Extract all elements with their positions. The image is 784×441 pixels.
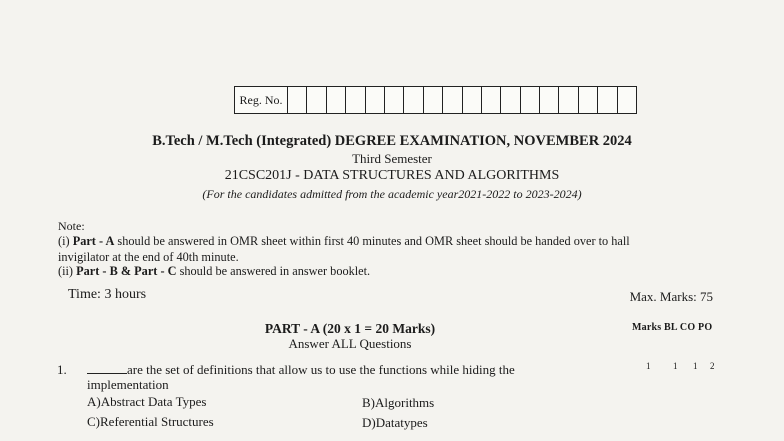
- question-co: 1: [693, 361, 698, 371]
- reg-no-cell: [443, 87, 462, 113]
- candidates-note: (For the candidates admitted from the academic year2021-2022 to 2023-2024): [202, 187, 582, 201]
- option-text: Datatypes: [375, 415, 428, 430]
- question-bl: 1: [673, 361, 678, 371]
- option-label: B): [362, 395, 375, 410]
- reg-no-cell: [288, 87, 307, 113]
- instruction-2: [58, 264, 370, 279]
- instruction-1: [58, 234, 630, 249]
- max-marks: Max. Marks: 75: [629, 289, 713, 304]
- reg-no-cell: [579, 87, 598, 113]
- course-title: 21CSC201J - DATA STRUCTURES AND ALGORITHMS: [224, 168, 560, 183]
- question-marks: 1: [646, 361, 651, 371]
- instruction-1-rest: should be answered in OMR sheet within first 40 minutes and OMR sheet should be handed over to hall: [114, 234, 630, 248]
- option-text: Algorithms: [375, 395, 435, 410]
- option-label: C): [87, 414, 100, 429]
- reg-no-cell: [521, 87, 540, 113]
- option-text: Abstract Data Types: [100, 394, 207, 409]
- exam-title: B.Tech / M.Tech (Integrated) DEGREE EXAMINATION, NOVEMBER 2024: [152, 133, 632, 149]
- reg-no-cell: [385, 87, 404, 113]
- reg-no-cell: [463, 87, 482, 113]
- reg-no-cell: [424, 87, 443, 113]
- question-text-line-2: implementation: [87, 377, 169, 392]
- answer-blank: [87, 362, 127, 374]
- reg-no-cell: [346, 87, 365, 113]
- option-label: A): [87, 394, 101, 409]
- option-c: [87, 414, 214, 430]
- marks-column-header: Marks BL CO PO: [632, 322, 713, 333]
- question-text: are the set of definitions that allow us to use the functions while hiding the: [127, 362, 515, 377]
- option-b: [362, 395, 434, 411]
- reg-no-cell: [404, 87, 423, 113]
- reg-no-cell: [559, 87, 578, 113]
- question-po: 2: [710, 361, 715, 371]
- reg-no-cell: [618, 87, 636, 113]
- note-label: Note:: [58, 219, 85, 233]
- option-d: [362, 415, 428, 431]
- reg-no-cell: [327, 87, 346, 113]
- instruction-1-lead: (i): [58, 234, 73, 248]
- instruction-2-rest: should be answered in answer booklet.: [176, 264, 371, 278]
- reg-no-cell: [482, 87, 501, 113]
- part-a-subtitle: Answer ALL Questions: [288, 336, 412, 351]
- option-text: Referential Structures: [100, 414, 214, 429]
- semester: Third Semester: [352, 151, 432, 166]
- reg-no-cell: [540, 87, 559, 113]
- reg-no-box: [234, 86, 637, 114]
- instruction-2-bold: Part - B & Part - C: [76, 264, 177, 278]
- instruction-2-lead: (ii): [58, 264, 77, 278]
- reg-no-label: Reg. No.: [235, 87, 288, 113]
- instruction-1-continued: invigilator at the end of 40th minute.: [58, 250, 239, 264]
- question-text-line-1: [87, 362, 612, 378]
- option-a: [87, 394, 206, 410]
- reg-no-cell: [598, 87, 617, 113]
- reg-no-cell: [501, 87, 520, 113]
- reg-no-cell: [366, 87, 385, 113]
- exam-time: Time: 3 hours: [68, 287, 147, 302]
- part-a-title: PART - A (20 x 1 = 20 Marks): [264, 321, 436, 336]
- instruction-1-bold: Part - A: [72, 234, 115, 248]
- option-label: D): [362, 415, 376, 430]
- question-number: 1.: [57, 362, 67, 377]
- reg-no-cell: [307, 87, 326, 113]
